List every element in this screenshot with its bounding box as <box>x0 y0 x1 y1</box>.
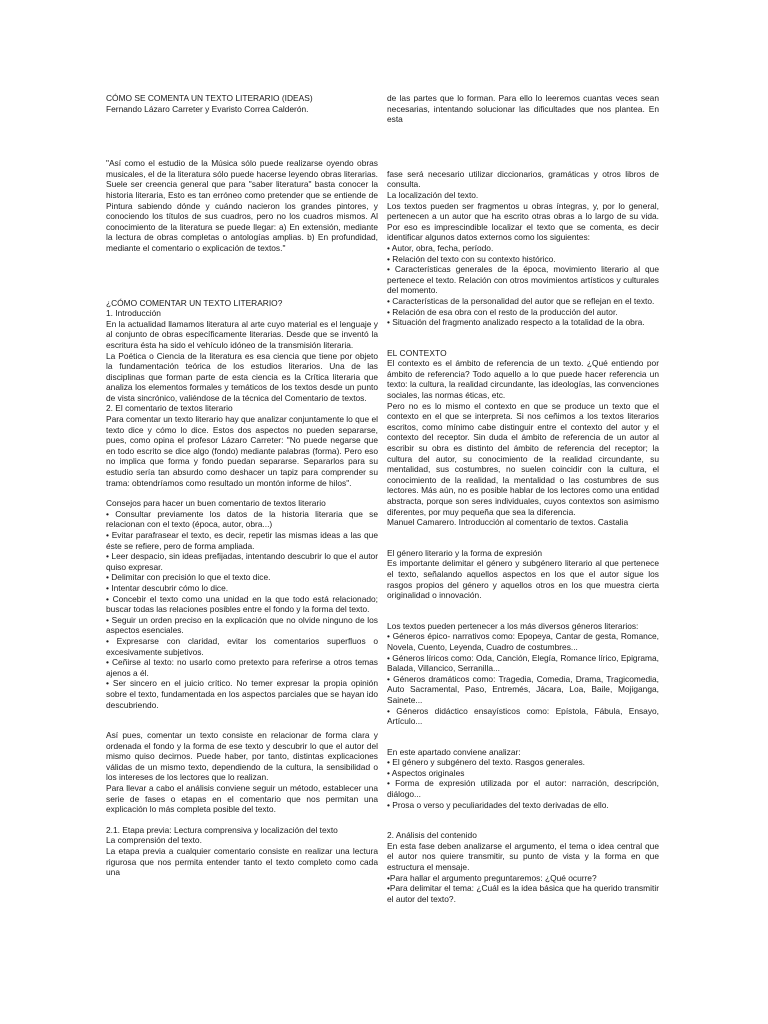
list-item: • Evitar parafrasear el texto, es decir, repetir las mismas ideas a las que éste se refiere, pero de forma ampliada. <box>106 530 378 551</box>
list-item: • Características de la personalidad del autor que se reflejan en el texto. <box>387 295 655 306</box>
localizacion-paragraph: Los textos pueden ser fragmentos u obras íntegras, y, por lo general, pertenecen a un autor que ha escrito otras obras a lo largo de su vida. Por eso es imprescindible localizar el texto que se comenta, es decir identificar algunos datos externos como los siguientes: <box>387 200 659 243</box>
right-column <box>387 93 659 904</box>
list-item: • Expresarse con claridad, evitar los comentarios superfluos o excesivamente subjetivos. <box>106 635 378 657</box>
list-item: • Ser sincero en el juicio crítico. No temer expresar la propia opinión sobre el texto, fundamentada en los aspectos parciales que se hayan ido descubriendo. <box>106 678 378 710</box>
generos-intro: Los textos pueden pertenecer a los más diversos géneros literarios: <box>387 620 639 631</box>
list-item: •Para hallar el argumento preguntaremos: ¿Qué ocurre? <box>387 872 597 883</box>
list-item: • Concebir el texto como una unidad en la que todo está relacionado; buscar todas las relaciones posibles entre el fondo y la forma del texto. <box>106 593 378 615</box>
contexto-paragraph-1: El contexto es el ámbito de referencia de un texto. ¿Qué entiendo por ámbito de referencia? Todo aquello a lo que puede hacer referencia un texto: la cultura, la realidad circundante, las ideologías, las convenciones sociales, las normas éticas, etc. <box>387 358 659 401</box>
list-item: •Para delimitar el tema: ¿Cuál es la idea básica que ha querido transmitir el autor del texto?. <box>387 883 659 904</box>
comentario-paragraph: Para comentar un texto literario hay que analizar conjuntamente lo que el texto dice y cómo lo dice. Estos dos aspectos no pueden separarse, pues, como opina el profesor Lázaro Carreter: "No puede negarse que en todo escrito se dice algo (fondo) mediante palabras (forma). Pero eso no implica que forma y fondo puedan separarse. Separarlos para su estudio sería tan absurdo como deshacer un tapiz para comprender su trama: obtendríamos como resultado un montón informe de hilos". <box>106 414 378 488</box>
intro-paragraph-1: En la actualidad llamamos literatura al arte cuyo material es el lenguaje y al conjunto de obras específicamente literarias. Desde que se inventó la escritura ésta ha sido el vehículo idóneo de la transmisión literaria. <box>106 318 378 350</box>
section-heading-como: ¿CÓMO COMENTAR UN TEXTO LITERARIO? <box>106 297 283 308</box>
section-heading-introduccion: 1. Introducción <box>106 308 161 319</box>
list-item: • El género y subgénero del texto. Rasgos generales. <box>387 757 586 768</box>
list-item: • Intentar descubrir cómo lo dice. <box>106 582 229 593</box>
list-item: • Leer despacio, sin ideas prefijadas, intentando descubrir lo que el autor quiso expresar. <box>106 551 378 572</box>
section-heading-consejos: Consejos para hacer un buen comentario de textos literario <box>106 498 326 509</box>
genero-heading: El género literario y la forma de expresión <box>387 547 543 558</box>
section-heading-comentario: 2. El comentario de textos literario <box>106 403 233 414</box>
list-item: • Géneros dramáticos como: Tragedia, Comedia, Drama, Tragicomedia, Auto Sacramental, Paso, Entremés, Jácara, Loa, Baile, Mojiganga, Sainete... <box>387 673 659 705</box>
etapa-paragraph: La etapa previa a cualquier comentario consiste en realizar una lectura rigurosa que nos permita entender tanto el texto completo como cada una <box>106 846 378 878</box>
left-column <box>106 93 378 878</box>
localizacion-heading: La localización del texto. <box>387 189 479 200</box>
list-item: • Relación del texto con su contexto histórico. <box>387 253 556 264</box>
list-item: • Relación de esa obra con el resto de la producción del autor. <box>387 306 618 317</box>
analisis-heading: 2. Análisis del contenido <box>387 830 477 841</box>
section-heading-etapa: 2.1. Etapa previa: Lectura comprensiva y localización del texto <box>106 824 338 835</box>
list-item: • Características generales de la época, movimiento literario al que pertenece el texto. Relación con otros movimientos artísticos y culturales del momento. <box>387 264 659 296</box>
etapa-subheading: La comprensión del texto. <box>106 835 202 846</box>
list-item: • Situación del fragmento analizado respecto a la totalidad de la obra. <box>387 317 645 328</box>
continuation-paragraph: de las partes que lo forman. Para ello lo leeremos cuantas veces sean necesarias, intentando solucionar las dificultades que nos plantea. En esta <box>387 93 659 125</box>
contexto-citation: Manuel Camarero. Introducción al comentario de textos. Castalia <box>387 517 629 528</box>
contexto-paragraph-2: Pero no es lo mismo el contexto en que se produce un texto que el contexto en el que se interpreta. Si nos ceñimos a los textos literarios escritos, como mínimo cabe distinguir entre el contexto del autor y el contexto del receptor. Sin duda el ámbito de referencia de un autor al escribir su obra es distinto del ámbito de referencia del receptor; la cultura del autor, su conocimiento de la realidad circundante, su mentalidad, sus costumbres, no suelen coincidir con la cultura, el conocimiento de la realidad, la mentalidad o las costumbres de sus lectores. Más aún, no es posible hablar de los lectores como una entidad abstracta, porque son seres individuales, cuyos contextos son asimismo diferentes, por muy pequeña que sea la diferencia. <box>387 400 659 517</box>
list-item: • Géneros líricos como: Oda, Canción, Elegía, Romance lírico, Epigrama, Balada, Villancico, Serranilla... <box>387 652 659 674</box>
genero-paragraph: Es importante delimitar el género y subgénero literario al que pertenece el texto, señalando aquellos aspectos en los que el autor sigue los rasgos propios del género y aquellos otros en los que muestra cierta originalidad o innovación. <box>387 558 659 601</box>
opening-quote: "Así como el estudio de la Música sólo puede realizarse oyendo obras musicales, el de la literatura sólo puede hacerse leyendo obras literarias. Suele ser creencia general que para "saber literatura" basta conocer la historia literaria, Esto es tan erróneo como pretender que se entiende de Pintura sabiendo dónde y cuándo nacieron los grandes pintores, y conociendo los títulos de sus cuadros, pero no los cuadros mismos. Al conocimiento de la literatura se puede llegar: a) En extensión, mediante la lectura de obras completas o antologías amplias. b) En profundidad, mediante el comentario o explicación de textos." <box>106 158 378 253</box>
list-item: • Aspectos originales <box>387 767 465 778</box>
list-item: • Autor, obra, fecha, período. <box>387 242 494 253</box>
contexto-heading: EL CONTEXTO <box>387 347 447 358</box>
list-item: • Seguir un orden preciso en la explicación que no olvide ninguno de los aspectos esenciales. <box>106 614 378 636</box>
list-item: • Delimitar con precisión lo que el texto dice. <box>106 572 271 583</box>
list-item: • Ceñirse al texto: no usarlo como pretexto para referirse a otros temas ajenos a él. <box>106 657 378 678</box>
analisis-paragraph: En esta fase deben analizarse el argumento, el tema o idea central que el autor nos quiere transmitir, su punto de vista y la forma en que estructura el mensaje. <box>387 840 659 873</box>
para-llevar-paragraph: Para llevar a cabo el análisis conviene seguir un método, establecer una serie de fases o etapas en el comentario que nos permitan una explicación lo más completa posible del texto. <box>106 783 378 815</box>
list-item: • Consultar previamente los datos de la historia literaria que se relacionan con el texto (época, autor, obra...) <box>106 508 378 530</box>
list-item: • Géneros épico- narrativos como: Epopeya, Cantar de gesta, Romance, Novela, Cuento, Leyenda, Cuadro de costumbres... <box>387 631 659 652</box>
asi-pues-paragraph: Así pues, comentar un texto consiste en relacionar de forma clara y ordenada el fondo y la forma de ese texto y descubrir lo que el autor del mismo quiso decirnos. Puede haber, por tanto, distintas explicaciones válidas de un mismo texto, dependiendo de la cultura, la sensibilidad o los intereses de los lectores que lo realizan. <box>106 730 378 783</box>
list-item: • Géneros didáctico ensayísticos como: Epístola, Fábula, Ensayo, Artículo... <box>387 705 659 727</box>
document-authors: Fernando Lázaro Carreter y Evaristo Correa Calderón. <box>106 103 309 114</box>
list-item: • Forma de expresión utilizada por el autor: narración, descripción, diálogo... <box>387 778 659 800</box>
list-item: • Prosa o verso y peculiaridades del texto derivadas de ello. <box>387 799 609 810</box>
apartado-intro: En este apartado conviene analizar: <box>387 746 521 757</box>
document-title: CÓMO SE COMENTA UN TEXTO LITERARIO (IDEAS) <box>106 93 313 103</box>
intro-paragraph-2: La Poética o Ciencia de la literatura es esa ciencia que tiene por objeto la fundamentación teórica de los estudios literarios. Una de las disciplinas que forman parte de esta ciencia es la Crítica literaria que analiza los elementos formales y temáticos de los textos desde un punto de vista sincrónico, valiéndose de la técnica del Comentario de textos. <box>106 350 378 403</box>
fase-paragraph: fase será necesario utilizar diccionarios, gramáticas y otros libros de consulta. <box>387 168 659 190</box>
